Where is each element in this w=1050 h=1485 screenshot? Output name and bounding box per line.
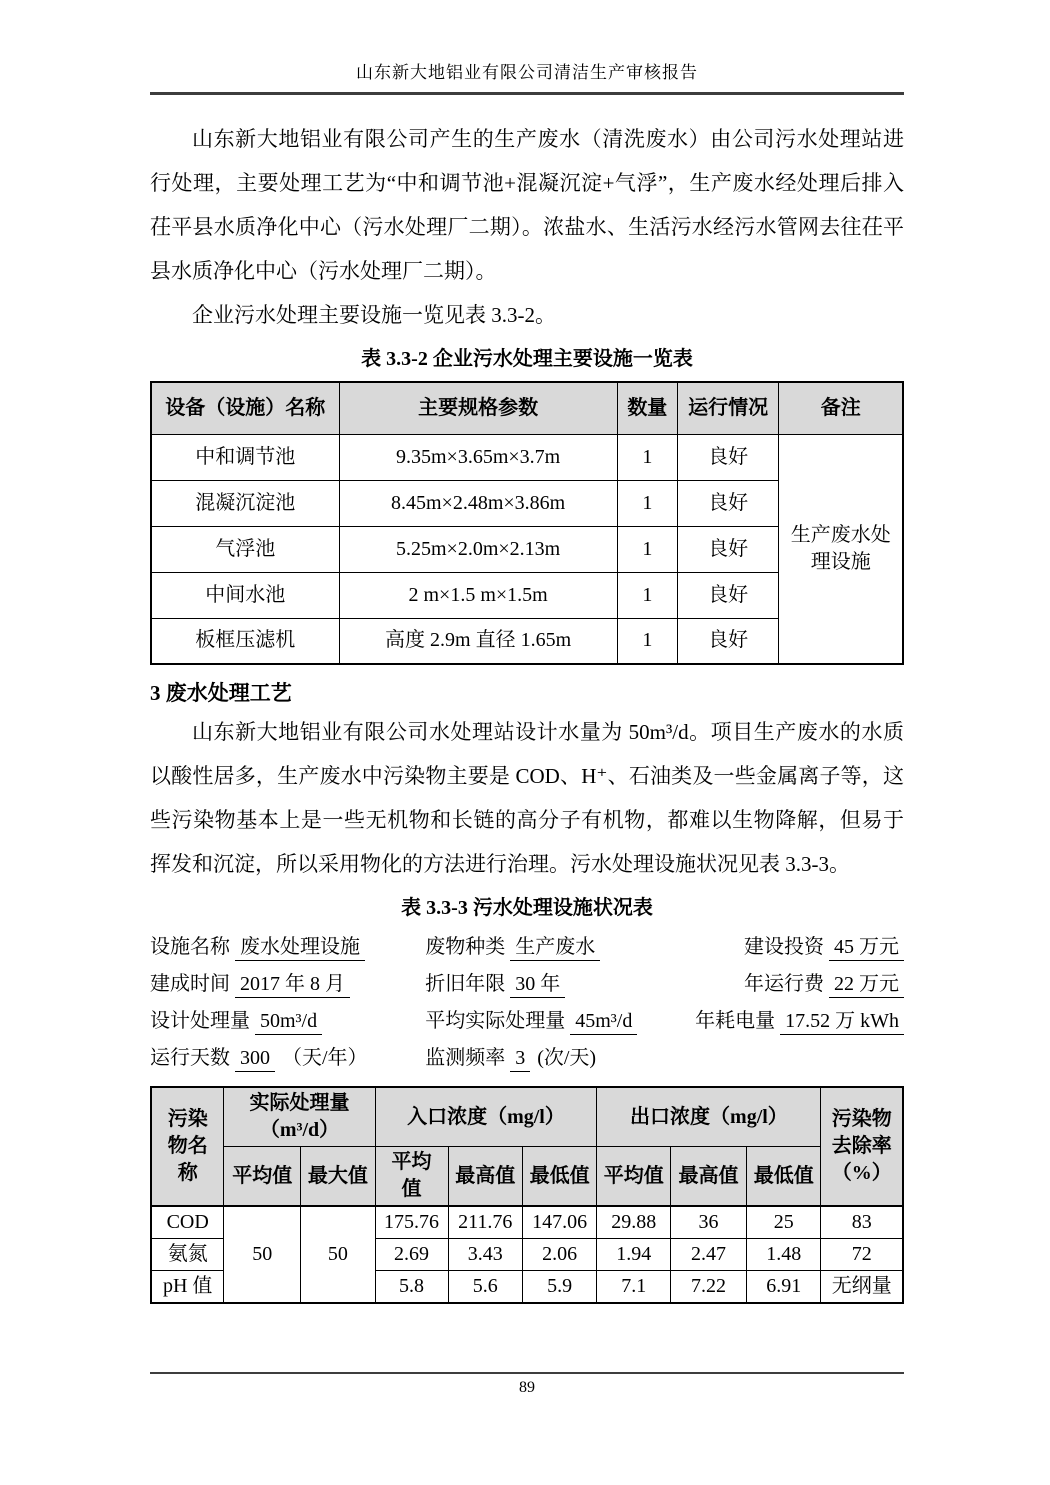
pollutant-table-header-row-1 bbox=[151, 1087, 903, 1147]
form-label: 废物种类 bbox=[425, 936, 506, 958]
form-label: 折旧年限 bbox=[425, 973, 506, 995]
form-field-actual-capacity bbox=[425, 1004, 695, 1033]
facility-qty: 1 bbox=[617, 572, 677, 618]
form-label: 年耗电量 bbox=[695, 1010, 776, 1032]
form-value: 22 万元 bbox=[829, 973, 904, 998]
sub-header-low: 最低值 bbox=[522, 1147, 596, 1207]
treatment-avg-merged-cell: 50 bbox=[224, 1206, 301, 1303]
facility-spec: 9.35m×3.65m×3.7m bbox=[339, 434, 617, 480]
facility-status: 良好 bbox=[677, 572, 779, 618]
outlet-high: 2.47 bbox=[671, 1239, 747, 1271]
page-number: 89 bbox=[519, 1379, 535, 1396]
sub-header-avg: 平均值 bbox=[224, 1147, 301, 1207]
form-value: 废水处理设施 bbox=[235, 936, 365, 961]
form-label: 设计处理量 bbox=[150, 1010, 250, 1032]
page-content bbox=[150, 117, 904, 1304]
inlet-high: 5.6 bbox=[448, 1271, 522, 1304]
inlet-avg: 2.69 bbox=[375, 1239, 448, 1271]
facility-name: 混凝沉淀池 bbox=[151, 480, 339, 526]
sub-header-avg: 平均值 bbox=[375, 1147, 448, 1207]
sub-header-high: 最高值 bbox=[448, 1147, 522, 1207]
facility-status: 良好 bbox=[677, 434, 779, 480]
form-value: 生产废水 bbox=[510, 936, 600, 961]
col-group-actual-treatment: 实际处理量（m³/d） bbox=[224, 1087, 375, 1147]
pollutant-row-cod bbox=[151, 1206, 903, 1239]
col-group-inlet-concentration: 入口浓度（mg/l） bbox=[375, 1087, 597, 1147]
form-value: 50m³/d bbox=[255, 1010, 322, 1035]
outlet-low: 25 bbox=[747, 1206, 821, 1239]
inlet-high: 211.76 bbox=[448, 1206, 522, 1239]
col-header-quantity: 数量 bbox=[617, 382, 677, 434]
form-label: 建成时间 bbox=[150, 973, 230, 995]
col-group-outlet-concentration: 出口浓度（mg/l） bbox=[597, 1087, 821, 1147]
facility-name: 中和调节池 bbox=[151, 434, 339, 480]
form-value: 17.52 万 kWh bbox=[780, 1010, 904, 1035]
facility-name: 中间水池 bbox=[151, 572, 339, 618]
form-label: 平均实际处理量 bbox=[425, 1010, 566, 1032]
removal-rate: 无纲量 bbox=[821, 1271, 903, 1304]
form-label: 年运行费 bbox=[744, 973, 824, 995]
outlet-high: 36 bbox=[671, 1206, 747, 1239]
form-row bbox=[150, 967, 904, 1004]
form-value: 45m³/d bbox=[570, 1010, 637, 1035]
form-value: 300 bbox=[235, 1047, 275, 1072]
facility-spec: 高度 2.9m 直径 1.65m bbox=[339, 618, 617, 664]
form-label: 监测频率 bbox=[425, 1047, 506, 1069]
form-field-facility-name bbox=[150, 930, 425, 959]
removal-rate: 72 bbox=[821, 1239, 903, 1271]
col-header-equipment-name: 设备（设施）名称 bbox=[151, 382, 339, 434]
pollutant-name: COD bbox=[151, 1206, 224, 1239]
facility-status: 良好 bbox=[677, 480, 779, 526]
report-header-title: 山东新大地铝业有限公司清洁生产审核报告 bbox=[356, 63, 698, 82]
form-value: 2017 年 8 月 bbox=[235, 973, 350, 998]
col-header-remark: 备注 bbox=[779, 382, 903, 434]
outlet-low: 1.48 bbox=[747, 1239, 821, 1271]
facility-name: 气浮池 bbox=[151, 526, 339, 572]
paragraph-treatment-process: 山东新大地铝业有限公司水处理站设计水量为 50m³/d。项目生产废水的水质以酸性居多，生产废水中污染物主要是 COD、H⁺、石油类及一些金属离子等，这些污染物基本上是一些无机物和长链的高分子有机物，都难以生物降解，但易于挥发和沉淀，所以采用物化的方法进行治理。污水处理设施状况见表 3.3-3。 bbox=[150, 720, 904, 876]
form-label: 运行天数 bbox=[150, 1047, 230, 1069]
sub-header-low: 最低值 bbox=[747, 1147, 821, 1207]
form-field-waste-type bbox=[425, 930, 744, 959]
form-value: 3 bbox=[510, 1047, 530, 1072]
removal-rate: 83 bbox=[821, 1206, 903, 1239]
form-row bbox=[150, 930, 904, 967]
col-header-removal-rate: 污染物去除率（%） bbox=[821, 1087, 903, 1206]
pollutant-name: 氨氮 bbox=[151, 1239, 224, 1271]
treatment-max-merged-cell: 50 bbox=[301, 1206, 375, 1303]
facility-status-form bbox=[150, 930, 904, 1078]
paragraph-table-3-3-2-reference: 企业污水处理主要设施一览见表 3.3-2。 bbox=[192, 303, 556, 327]
table-3-3-2-title: 表 3.3-2 企业污水处理主要设施一览表 bbox=[361, 348, 693, 370]
pollutant-name: pH 值 bbox=[151, 1271, 224, 1304]
outlet-low: 6.91 bbox=[747, 1271, 821, 1304]
section-3-heading: 3 废水处理工艺 bbox=[150, 681, 292, 705]
facility-qty: 1 bbox=[617, 618, 677, 664]
outlet-avg: 7.1 bbox=[597, 1271, 671, 1304]
form-field-completion-date bbox=[150, 967, 425, 996]
table-3-3-3-title: 表 3.3-3 污水处理设施状况表 bbox=[401, 897, 653, 919]
form-field-operating-days bbox=[150, 1041, 425, 1070]
form-label: 设施名称 bbox=[150, 936, 230, 958]
form-field-annual-operating-cost bbox=[744, 967, 904, 996]
inlet-low: 2.06 bbox=[522, 1239, 596, 1271]
col-header-operation-status: 运行情况 bbox=[677, 382, 779, 434]
sub-header-avg: 平均值 bbox=[597, 1147, 671, 1207]
form-field-investment bbox=[744, 930, 904, 959]
form-row bbox=[150, 1004, 904, 1041]
page-footer bbox=[150, 1372, 904, 1397]
facility-spec: 2 m×1.5 m×1.5m bbox=[339, 572, 617, 618]
form-value: 45 万元 bbox=[829, 936, 904, 961]
facility-qty: 1 bbox=[617, 526, 677, 572]
col-header-spec: 主要规格参数 bbox=[339, 382, 617, 434]
form-unit-suffix: (次/天) bbox=[537, 1047, 597, 1069]
form-row bbox=[150, 1041, 904, 1078]
form-field-monitoring-frequency bbox=[425, 1041, 904, 1070]
facility-name: 板框压滤机 bbox=[151, 618, 339, 664]
facility-remark-merged-cell: 生产废水处理设施 bbox=[779, 434, 903, 664]
facility-status: 良好 bbox=[677, 526, 779, 572]
inlet-avg: 175.76 bbox=[375, 1206, 448, 1239]
outlet-high: 7.22 bbox=[671, 1271, 747, 1304]
facilities-table-header-row bbox=[151, 382, 903, 434]
facility-qty: 1 bbox=[617, 480, 677, 526]
inlet-high: 3.43 bbox=[448, 1239, 522, 1271]
facility-spec: 8.45m×2.48m×3.86m bbox=[339, 480, 617, 526]
facility-status: 良好 bbox=[677, 618, 779, 664]
paragraph-wastewater-overview: 山东新大地铝业有限公司产生的生产废水（清洗废水）由公司污水处理站进行处理，主要处理工艺为“中和调节池+混凝沉淀+气浮”，生产废水经处理后排入茌平县水质净化中心（污水处理厂二期）。浓盐水、生活污水经污水管网去往茌平县水质净化中心（污水处理厂二期）。 bbox=[150, 127, 904, 283]
pollutant-table-header-row-2 bbox=[151, 1147, 903, 1207]
inlet-avg: 5.8 bbox=[375, 1271, 448, 1304]
outlet-avg: 29.88 bbox=[597, 1206, 671, 1239]
facility-qty: 1 bbox=[617, 434, 677, 480]
form-field-depreciation-years bbox=[425, 967, 744, 996]
outlet-avg: 1.94 bbox=[597, 1239, 671, 1271]
form-value: 30 年 bbox=[510, 973, 565, 998]
sub-header-max: 最大值 bbox=[301, 1147, 375, 1207]
sub-header-high: 最高值 bbox=[671, 1147, 747, 1207]
document-header bbox=[150, 62, 904, 95]
facility-row bbox=[151, 434, 903, 480]
form-label: 建设投资 bbox=[744, 936, 824, 958]
form-unit-suffix: （天/年） bbox=[282, 1047, 368, 1069]
facilities-table bbox=[150, 381, 904, 665]
inlet-low: 147.06 bbox=[522, 1206, 596, 1239]
pollutant-concentration-table bbox=[150, 1086, 904, 1304]
form-field-annual-power-use bbox=[695, 1004, 904, 1033]
facility-spec: 5.25m×2.0m×2.13m bbox=[339, 526, 617, 572]
col-header-pollutant-name: 污染物名称 bbox=[151, 1087, 224, 1206]
inlet-low: 5.9 bbox=[522, 1271, 596, 1304]
form-field-design-capacity bbox=[150, 1004, 425, 1033]
